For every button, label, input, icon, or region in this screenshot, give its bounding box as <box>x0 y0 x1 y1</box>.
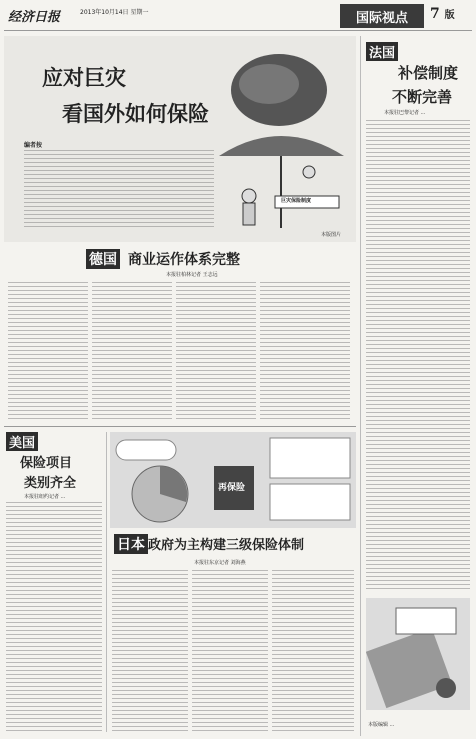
japan-col-3 <box>272 570 354 732</box>
france-tag: 法国 <box>366 42 398 61</box>
masthead-rule <box>4 30 472 31</box>
germany-tag: 德国 <box>86 249 120 269</box>
section-banner <box>340 4 424 28</box>
cartoon-art <box>366 598 470 710</box>
japan-headline: 政府为主构建三级保险体制 <box>148 538 305 553</box>
usa-byline: 本报驻纽约记者 ... <box>24 494 66 500</box>
infographic <box>110 432 356 528</box>
lead-illustration <box>209 46 354 238</box>
illustration-caption: 巨灾保险制度 <box>281 198 312 204</box>
usa-right-rule <box>106 432 107 732</box>
lead-title-line2: 看国外如何保险 <box>62 101 209 126</box>
umbrella-rock-illustration <box>209 46 354 238</box>
germany-col-4 <box>260 282 350 422</box>
lead-title-line1: 应对巨灾 <box>42 65 126 90</box>
page-number-suffix: 版 <box>444 10 455 21</box>
paper-name: 经济日报 <box>8 10 61 25</box>
editor-note-text <box>24 150 214 230</box>
cartoon <box>366 598 470 710</box>
usa-col <box>6 502 102 732</box>
reinsurance-stamp: 再保险 <box>218 483 246 493</box>
germany-headline: 商业运作体系完整 <box>128 252 240 268</box>
france-headline-line2: 不断完善 <box>392 88 453 106</box>
france-headline-line1: 补偿制度 <box>398 64 459 82</box>
lead-feature <box>4 36 356 242</box>
right-column-rule <box>360 36 361 736</box>
usa-headline-line2: 类别齐全 <box>24 476 77 491</box>
footer-editors: 本版编辑 ... <box>368 722 395 728</box>
germany-col-2 <box>92 282 172 422</box>
section-name: 国际视点 <box>355 10 408 26</box>
germany-col-3 <box>176 282 256 422</box>
usa-tag: 美国 <box>6 432 38 451</box>
germany-byline: 本报驻柏林记者 王志远 <box>166 272 218 278</box>
masthead <box>0 0 476 38</box>
japan-tag: 日本 <box>114 534 148 554</box>
france-col <box>366 120 470 590</box>
page-number <box>430 6 455 22</box>
germany-bottom-rule <box>4 426 356 427</box>
illustration-credit: 本版图片 <box>321 232 342 238</box>
page-number-value: 7 <box>430 6 440 22</box>
editor-note-label: 编者按 <box>24 142 43 149</box>
japan-byline: 本报驻东京记者 刘海燕 <box>194 560 246 566</box>
germany-col-1 <box>8 282 88 422</box>
usa-headline-line1: 保险项目 <box>20 456 73 471</box>
france-byline: 本报驻巴黎记者 ... <box>384 110 426 116</box>
issue-date: 2013年10月14日 星期一 <box>80 9 149 16</box>
japan-col-1 <box>112 570 188 732</box>
japan-col-2 <box>192 570 268 732</box>
